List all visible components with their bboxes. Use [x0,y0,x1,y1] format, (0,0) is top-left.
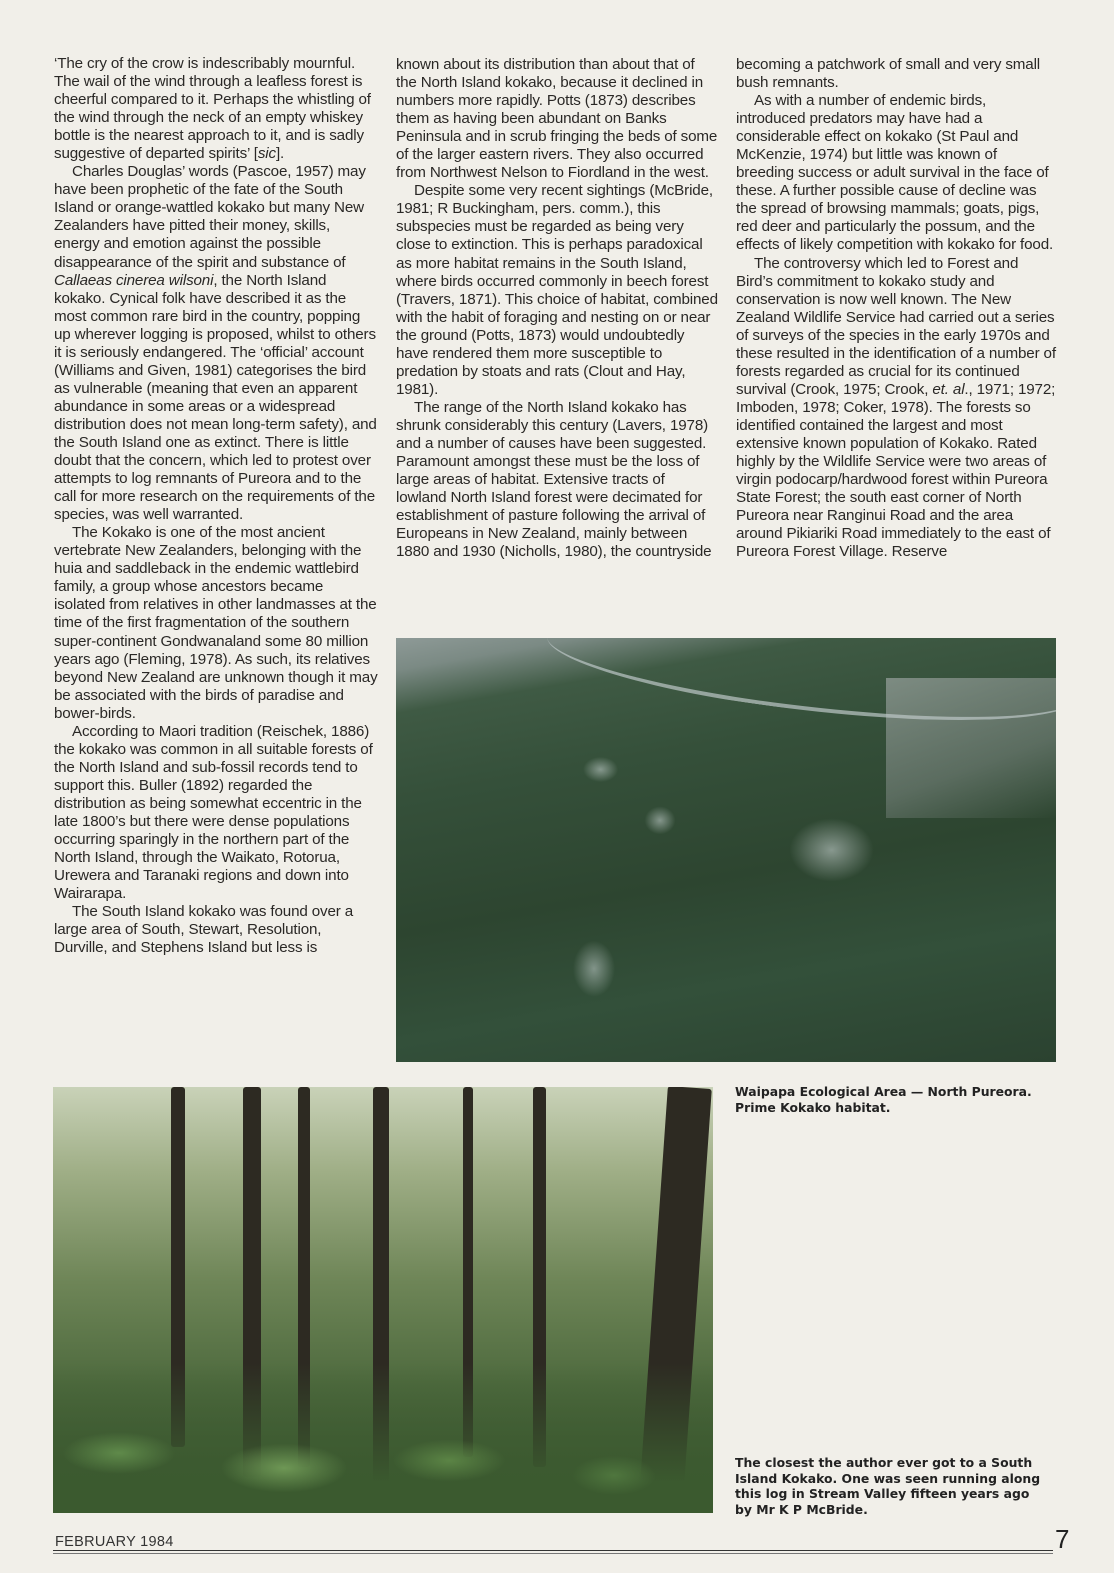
text-run: becoming a patchwork of small and very small bush remnants. [736,56,1041,92]
text-run: The controversy which led to Forest and Bird’s commitment to kokako study and conservation is now well known. The New Zealand Wildlife Service had carried out a series of surveys of the species in the early 1970s and these resulted in the identification of a number of forests regarded as crucial for its continued survival (Crook, 1975; Crook, [736,254,1056,398]
forest-photo-caption: The closest the author ever got to a South Island Kokako. One was seen running along this log in Stream Valley fifteen years ago by Mr K P McBride. [735,1455,1041,1517]
paragraph [54,903,378,957]
aerial-photo-caption: Waipapa Ecological Area — North Pureora. Prime Kokako habitat. [735,1084,1032,1115]
paragraph [396,182,718,399]
article-column-2 [396,56,718,561]
text-run: Charles Douglas’ words (Pascoe, 1957) may have been prophetic of the fate of the South Island or orange-wattled kokako but many New Zealanders have pitted their money, skills, energy and emotion against the possible disappearance of the spirit and substance of [54,163,366,271]
footer-rule-secondary [53,1553,1058,1554]
page-number: 7 [1055,1524,1070,1554]
photo-ferns [53,1363,713,1513]
text-run: ‘The cry of the crow is indescribably mournful. The wail of the wind through a leafless forest is cheerful compared to it. Perhaps the whistling of the wind through the neck of an empty whiskey bottle is the nearest approach to it, and is sadly suggestive of departed spirits’ [ [54,55,371,163]
text-run: known about its distribution than about that of the North Island kokako, because it declined in numbers more rapidly. Potts (1873) describes them as having been abundant on Banks Peninsula and in scrub fringing the beds of some of the larger eastern rivers. They also occurred from Northwest Nelson to Fiordland in the west. [396,56,718,182]
text-run: According to Maori tradition (Reischek, 1886) the kokako was common in all suitable forests of the North Island and sub-fossil records tend to support this. Buller (1892) regarded the distribution as being somewhat eccentric in the late 1800’s but there were dense populations occurring sparingly in the northern part of the North Island, through the Waikato, Rotorua, Urewera and Taranaki regions and down into Wairarapa. [54,722,373,903]
footer-rule [53,1550,1058,1551]
paragraph [736,255,1058,562]
text-run: Despite some very recent sightings (McBride, 1981; R Buckingham, pers. comm.), this subspecies must be regarded as being very close to extinction. This is perhaps paradoxical as more habitat remains in the South Island, where birds occurred commonly in beech forest (Travers, 1871). This choice of habitat, combined with the habit of foraging and nesting on or near the ground (Potts, 1873) would undoubtedly have rendered them more susceptible to predation by stoats and rats (Clout and Hay, 1981). [396,182,718,398]
text-run: The range of the North Island kokako has shrunk considerably this century (Lavers, 1978) and a number of causes have been suggested. Paramount amongst these must be the loss of large areas of habitat. Extensive tracts of lowland North Island forest were decimated for establishment of pasture following the arrival of Europeans in New Zealand, mainly between 1880 and 1930 (Nicholls, 1980), the countryside [396,398,712,561]
italic-text: Callaeas cinerea wilsoni [54,271,214,289]
paragraph [54,524,378,723]
text-run: , the North Island kokako. Cynical folk have described it as the most common rare bird in the country, popping up wherever logging is proposed, whilst to others it is seriously endangered. The ‘official’ account (Williams and Given, 1981) categorises the bird as vulnerable (meaning that even an apparent abundance in some areas or a widespread distribution does not mean long-term safety), and the South Island one as extinct. There is little doubt that the concern, which led to protest over attempts to log remnants of Pureora and to the call for more research on the requirements of the species, was well warranted. [54,271,377,524]
footer-date: FEBRUARY 1984 [55,1534,178,1550]
text-run: ., 1971; 1972; Imboden, 1978; Coker, 1978). The forests so identified contained the largest and most extensive known population of Kokako. Rated highly by the Wildlife Service were two areas of virgin podocarp/hardwood forest within Pureora State Forest; the south east corner of North Pureora near Ranginui Road and the area around Pikiariki Road immediately to the east of Pureora Forest Village. Reserve [736,380,1056,561]
italic-text: et. al [932,380,965,398]
text-run: As with a number of endemic birds, introduced predators may have had a considerable effect on kokako (St Paul and McKenzie, 1974) but little was known of breeding success or adult survival in the face of these. A further possible cause of decline was the spread of browsing mammals; goats, pigs, red deer and particularly the possum, and the effects of likely competition with kokako for food. [736,92,1054,254]
paragraph [396,56,718,182]
paragraph [54,723,378,903]
paragraph [54,163,378,524]
article-column-1 [54,55,378,957]
paragraph [396,399,718,561]
paragraph [736,56,1058,92]
aerial-forest-photo [396,638,1056,1062]
italic-text: sic [257,145,276,163]
text-run: ]. [275,145,285,163]
paragraph [54,55,378,163]
text-run: The Kokako is one of the most ancient vertebrate New Zealanders, belonging with the huia and saddleback in the endemic wattlebird family, a group whose ancestors became isolated from relatives in other landmasses at the time of the first fragmentation of the southern super-continent Gondwanaland some 80 million years ago (Fleming, 1978). As such, its relatives beyond New Zealand are unknown though it may be associated with the birds of paradise and bower-birds. [54,524,378,722]
article-column-3 [736,56,1058,561]
beech-forest-photo [53,1087,713,1513]
text-run: The South Island kokako was found over a large area of South, Stewart, Resolution, Durville, and Stephens Island but less is [54,903,354,957]
paragraph [736,92,1058,254]
